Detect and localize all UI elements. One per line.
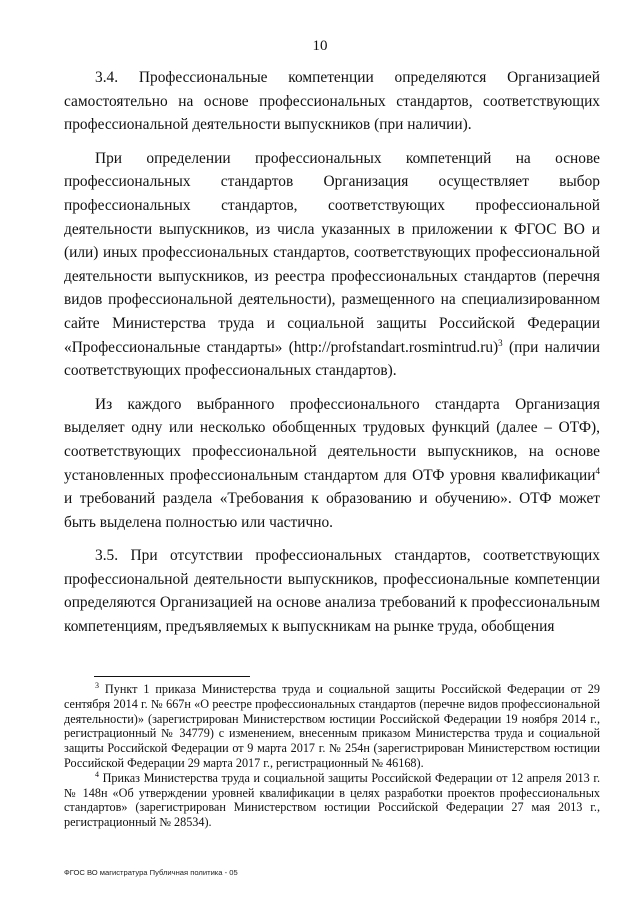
footnote-number: 3	[95, 681, 99, 690]
paragraph-text: Из каждого выбранного профессионального стандарта Организация выделяет одну или несколько обобщенных трудовых функций (далее – ОТФ), соответствующих профессиональной деятельности выпускников, на основе установленных профессиональным стандартом для ОТФ уровня квалификации	[64, 395, 600, 484]
body-text	[64, 66, 600, 649]
footnote-text: Пункт 1 приказа Министерства труда и социальной защиты Российской Федерации от 29 сентября 2014 г. № 667н «О реестре профессиональных стандартов (перечне видов профессиональной деятельности)» (зарегистрирован Министерством юстиции Российской Федерации 19 ноября 2014 г., регистрационный № 34779) с изменением, внесенным приказом Министерства труда и социальной защиты Российской Федерации от 9 марта 2017 г. № 254н (зарегистрирован Министерством юстиции Российской Федерации 29 марта 2017 г., регистрационный № 46168).	[64, 682, 600, 770]
footnote-ref-4[interactable]: 4	[595, 465, 600, 476]
page-footer: ФГОС ВО магистратура Публичная политика - 05	[64, 868, 238, 877]
footnote-4	[64, 771, 600, 830]
footnote-3	[64, 682, 600, 771]
paragraph-text: При определении профессиональных компетенций на основе профессиональных стандартов Организация осуществляет выбор профессиональных стандартов, соответствующих профессиональной деятельности выпускников, из числа указанных в приложении к ФГОС ВО и (или) иных профессиональных стандартов, соответствующих профессиональной деятельности выпускников, из реестра профессиональных стандартов (перечня видов профессиональной деятельности), размещенного на специализированном сайте Министерства труда и социальной защиты Российской Федерации «Профессиональные стандарты» (http://profstandart.rosmintrud.ru)	[64, 149, 600, 356]
footnote-ref-3[interactable]: 3	[498, 337, 503, 348]
page-number: 10	[312, 38, 328, 54]
paragraph-text: 3.4. Профессиональные компетенции определяются Организацией самостоятельно на основе профессиональных стандартов, соответствующих профессиональной деятельности выпускников (при наличии).	[64, 69, 600, 134]
footnote-divider	[94, 676, 250, 677]
paragraph-text-continued: (при наличии соответствующих профессиональных стандартов).	[64, 338, 600, 380]
footnote-text: Приказ Министерства труда и социальной защиты Российской Федерации от 12 апреля 2013 г. № 148н «Об утверждении уровней квалификации в целях разработки проектов профессиональных стандартов» (зарегистрирован Министерством юстиции Российской Федерации 27 мая 2013 г., регистрационный № 28534).	[64, 770, 600, 830]
footnotes	[64, 682, 600, 830]
paragraph-text-continued: и требований раздела «Требования к образованию и обучению». ОТФ может быть выделена полностью или частично.	[64, 490, 600, 531]
paragraph-professional-competencies-selection	[64, 147, 600, 383]
footnote-number: 4	[95, 769, 99, 779]
paragraph-3-4	[64, 66, 600, 137]
paragraph-otf-selection	[64, 393, 600, 535]
paragraph-3-5	[64, 544, 600, 638]
paragraph-text: 3.5. При отсутствии профессиональных стандартов, соответствующих профессиональной деятельности выпускников, профессиональные компетенции определяются Организацией на основе анализа требований к профессиональным компетенциям, предъявляемых к выпускникам на рынке труда, обобщения	[64, 547, 600, 636]
